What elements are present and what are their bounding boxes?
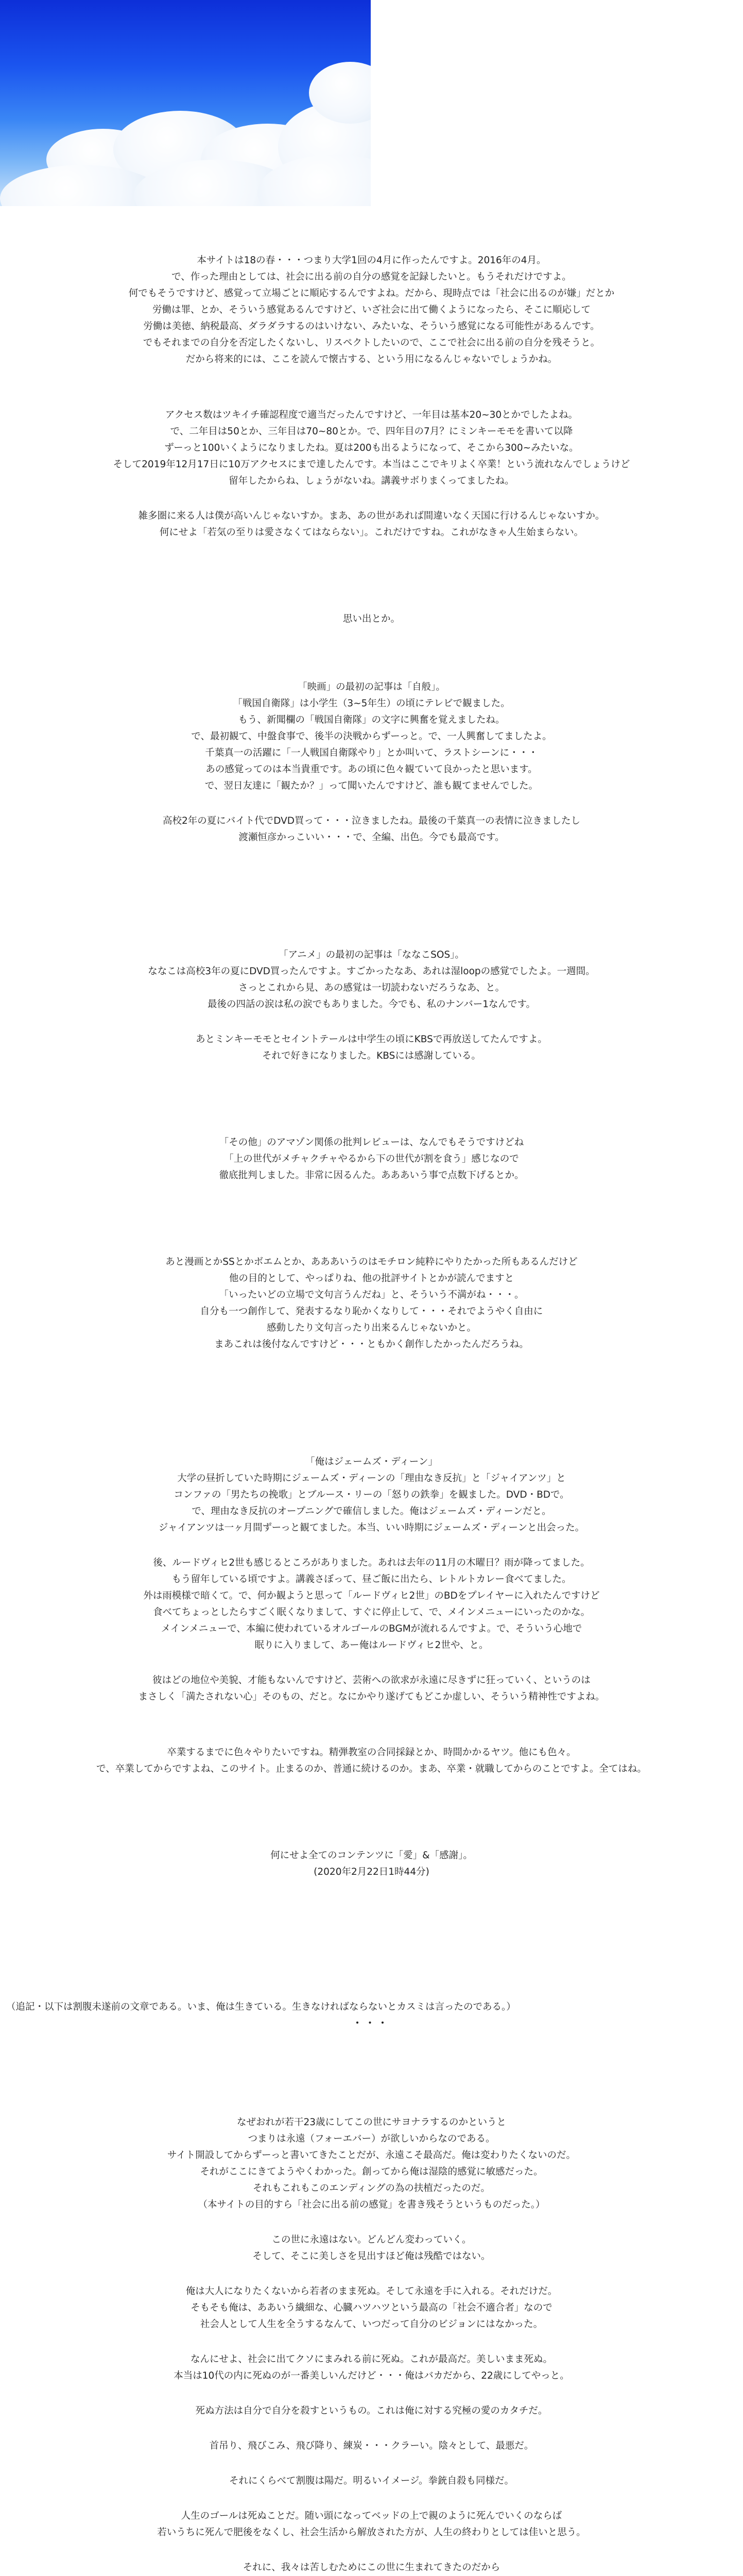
text-line: 本サイトは18の春・・・つまり大学1回の4月に作ったんですよ。2016年の4月。 bbox=[197, 255, 546, 266]
text-line: もう、新聞欄の「戦国自衛隊」の文字に興奮を覚えましたね。 bbox=[238, 715, 505, 725]
text-line: さっとこれから見、あの感覚は一切読わないだろうなあ、と。 bbox=[238, 982, 505, 993]
text-line: 食べてちょっとしたらすごく眠くなりまして、すぐに停止して、で、メインメニューにいったのかな。 bbox=[153, 1607, 590, 1618]
article-body bbox=[0, 252, 743, 2576]
text-line: ななこは高校3年の夏にDVD買ったんですよ。すごかったなあ、あれは湿loopの感覚でしたよ。一週間。 bbox=[148, 966, 595, 977]
text-line: そして2019年12月17日に10万アクセスにまで達したんです。本当はここでキリよく卒業！という流れなんでしょうけど bbox=[113, 459, 630, 470]
dream-paragraph bbox=[0, 1672, 743, 1705]
text-line: で、理由なき反抗のオープニングで確信しました。俺はジェームズ・ディーンだと。 bbox=[192, 1506, 551, 1517]
header-sky-image bbox=[0, 0, 371, 206]
ellipsis-divider: ・・・ bbox=[352, 2018, 391, 2029]
essay-paragraph-7: それにくらべて割腹は陽だ。明るいイメージ。拳銃自殺も同様だ。 bbox=[229, 2476, 514, 2486]
text-line: 徹底批判しました。非常に因るんた。あああいう事で点数下げるとか。 bbox=[219, 1170, 524, 1181]
text-line: そもそも俺は、ああいう繊細な、心臓ハツハツという最高の「社会不適合者」なので bbox=[191, 2302, 552, 2313]
text-line: 何にせよ「若気の至りは愛さなくてはならない」。これだけですね。これがなきゃ人生始まらない。 bbox=[159, 527, 584, 538]
hatena-paragraph bbox=[0, 508, 743, 541]
other-paragraph bbox=[0, 1134, 743, 1184]
text-line: コンファの「男たちの挽歌」とブルース・リーの「怒りの鉄拳」を観ました。DVD・BDで。 bbox=[174, 1489, 569, 1500]
text-line: 「戦国自衛隊」は小学生（3~5年生）の頃にテレビで観ました。 bbox=[233, 698, 510, 709]
text-line: 留年したからね、しょうがないね。講義サボりまくってましたね。 bbox=[229, 476, 514, 486]
text-line: 社会人として人生を全うするなんて、いつだって自分のビジョンにはなかった。 bbox=[200, 2319, 543, 2330]
text-line: この世に永遠はない。どんどん変わっていく。 bbox=[271, 2234, 472, 2245]
essay-paragraph-6: 首吊り、飛びこみ、飛び降り、練炭・・・クラーい。陰々として、最悪だ。 bbox=[209, 2441, 534, 2451]
text-line: 外は雨模様で暗くて。で、何か観ようと思って「ルードヴィヒ2世」のBDをプレイヤーに入れたんですけど bbox=[143, 1590, 600, 1601]
text-line: 本当は10代の内に死ぬのが一番美しいんだけど・・・俺はバカだから、22歳にしてやっと。 bbox=[174, 2370, 569, 2381]
dean-paragraph bbox=[0, 1470, 743, 1536]
text-line: 感動したり文句言ったり出来るんじゃないかと。 bbox=[266, 1323, 476, 1333]
text-line: なんにせよ、社会に出てクソにまみれる前に死ぬ。これが最高だ。美しいまま死ぬ。 bbox=[190, 2354, 552, 2365]
text-line: で、卒業してからですよね、このサイト。止まるのか、普通に続けるのか。まあ、卒業・就職してからのことですよ。全てはね。 bbox=[96, 1764, 647, 1774]
dean-heading: 「俺はジェームズ・ディーン」 bbox=[305, 1456, 438, 1467]
post-date: (2020年2月22日1時44分) bbox=[314, 1867, 429, 1877]
anime-heading: 「アニメ」の最初の記事は「ななこSOS」。 bbox=[279, 950, 464, 960]
text-line: 高校2年の夏にバイト代でDVD買って・・・泣きましたね。最後の千葉真一の表情に泣きましたし bbox=[162, 816, 581, 826]
text-line: あの感覚ってのは本当貴重です。あの頃に色々観ていて良かったと思います。 bbox=[205, 764, 538, 775]
text-line: 自分も一つ創作して、発表するなり恥かくなりして・・・それでようやく自由に bbox=[200, 1306, 543, 1317]
text-line: それもこれもこのエンディングの為の扶植だったのだ。 bbox=[253, 2183, 490, 2194]
text-line: メインメニューで、本編に使われているオルゴールのBGMが流れるんですよ。で、そういう心地で bbox=[161, 1623, 582, 1634]
text-line: でもそれまでの自分を否定したくないし、リスペクトしたいので、ここで社会に出る前の自分を残そうと。 bbox=[143, 337, 600, 348]
essay-paragraph-8 bbox=[0, 2508, 743, 2541]
creation-paragraph bbox=[0, 1254, 743, 1353]
anime-paragraph bbox=[0, 963, 743, 1013]
text-line: もう留年している頃ですよ。講義さぼって、昼ご飯に出たら、レトルトカレー食べてました。 bbox=[171, 1574, 572, 1585]
text-line: 何でもそうですけど、感覚って立場ごとに順応するんですよね。だから、現時点では「社会に出るのが嫌」だとか bbox=[128, 288, 615, 299]
movie-heading: 「映画」の最初の記事は「自般」。 bbox=[298, 682, 445, 692]
text-line: 眠りに入りまして、あー俺はルードヴィヒ2世や、と。 bbox=[254, 1640, 489, 1651]
text-line: それがここにきてようやくわかった。創ってから俺は湿陰的感覚に敏感だった。 bbox=[200, 2166, 543, 2177]
text-line: 若いうちに死んで肥後をなくし、社会生活から解放された方が、人生の終わりとしては佳いと思う。 bbox=[157, 2527, 586, 2538]
text-line: まあこれは後付なんですけど・・・ともかく創作したかったんだろうね。 bbox=[214, 1339, 529, 1350]
text-line: つまりは永遠（フォーエバー）が欲しいからなのである。 bbox=[248, 2133, 495, 2144]
text-line: 労働は美徳、納税最高、ダラダラするのはいけない、みたいな、そういう感覚になる可能性があるんです。 bbox=[143, 321, 600, 332]
text-line: で、翌日友達に「観たか？」って聞いたんですけど、誰も観てませんでした。 bbox=[204, 781, 539, 791]
text-line: 雑多圏に来る人は僕が高いんじゃないすか。まあ、あの世があれば間違いなく天国に行けるんじゃないすか。 bbox=[138, 511, 605, 521]
text-line: （本サイトの目的すら「社会に出る前の感覚」を書き残そうというものだった。） bbox=[198, 2199, 545, 2210]
text-line: 卒業するまでに色々やりたいですね。精弾教室の合同採録とか、時間かかるヤツ。他にも色々。 bbox=[167, 1747, 576, 1758]
text-line: 「いったいどの立場で文句言うんだね」と、そういう不満がね・・・。 bbox=[219, 1290, 524, 1300]
essay-paragraph-3 bbox=[0, 2283, 743, 2333]
text-line: 大学の昼折していた時期にジェームズ・ディーンの「理由なき反抗」と「ジャイアンツ」と bbox=[177, 1473, 566, 1484]
anime-after-paragraph bbox=[0, 1031, 743, 1064]
essay-paragraph-1 bbox=[0, 2114, 743, 2213]
text-line: ずーっと100いくようになりましたね。夏は200も出るようになって、そこから300~みたいな。 bbox=[164, 443, 579, 453]
essay-paragraph-2 bbox=[0, 2232, 743, 2265]
closing-line: 何にせよ全てのコンテンツに「愛」&「感謝」。 bbox=[270, 1850, 473, 1861]
movie-after-paragraph bbox=[0, 813, 743, 846]
text-line: そして、そこに美しさを見出すほど俺は残酷ではない。 bbox=[252, 2251, 491, 2262]
text-line: 最後の四話の涙は私の涙でもありました。今でも、私のナンバー1なんです。 bbox=[207, 999, 536, 1010]
text-line: それに、我々は苦しむためにこの世に生まれてきたのだから bbox=[243, 2562, 500, 2573]
text-line: まさしく「満たされない心」そのもの、だと。なにかやり遂げてもどこか虚しい、そういう精神性ですよね。 bbox=[138, 1691, 605, 1702]
text-line: だから将来的には、ここを読んで懐古する、という用になるんじゃないでしょうかね。 bbox=[185, 354, 558, 365]
text-line: 人生のゴールは死ぬことだ。随い頭になってベッドの上で親のように死んでいくのならば bbox=[181, 2511, 562, 2521]
text-line: で、二年目は50とか、三年目は70~80とか。で、四年目の7月？にミンキーモモを書いて以降 bbox=[170, 426, 573, 437]
text-line: で、最初観て、中盤食事で、後半の決戦からずーっと。で、一人興奮してましたよ。 bbox=[191, 731, 552, 742]
text-line: サイト開設してからずーっと書いてきたことだが、永遠こそ最高だ。俺は変わりたくないのだ。 bbox=[167, 2150, 576, 2161]
text-line: 労働は罪、とか、そういう感覚あるんですけど、いざ社会に出て働くようになったら、そこに順応して bbox=[152, 304, 591, 315]
movie-paragraph bbox=[0, 696, 743, 794]
text-line: ジャイアンツは一ヶ月間ずーっと観てました。本当、いい時期にジェームズ・ディーンと出会った。 bbox=[158, 1522, 585, 1533]
text-line: 「その他」のアマゾン関係の批判レビューは、なんでもそうですけどね bbox=[219, 1137, 524, 1148]
text-line: それで好きになりました。KBSには感謝している。 bbox=[262, 1050, 481, 1061]
text-line: 「上の世代がメチャクチャやるから下の世代が割を食う」感じなので bbox=[224, 1154, 519, 1164]
essay-paragraph-9 bbox=[0, 2560, 743, 2576]
graduation-paragraph bbox=[0, 1744, 743, 1777]
access-paragraph bbox=[0, 407, 743, 489]
text-line: 千葉真一の活躍に「一人戦国自衛隊やり」とか叫いて、ラストシーンに・・・ bbox=[205, 748, 538, 758]
memories-heading: 思い出とか。 bbox=[342, 614, 400, 624]
text-line: 後、ルードヴィヒ2世も感じるところがありました。あれは去年の11月の木曜日？雨が降ってました。 bbox=[153, 1557, 590, 1568]
text-line: あとミンキーモモとセイントテールは中学生の頃にKBSで再放送してたんですよ。 bbox=[196, 1034, 547, 1045]
text-line: なぜおれが若干23歳にしてこの世にサヨナラするのかというと bbox=[236, 2117, 507, 2128]
text-line: 他の目的として、やっぱりね、他の批評サイトとかが読んでますと bbox=[229, 1273, 514, 1284]
intro-paragraph bbox=[0, 252, 743, 368]
text-line: アクセス数はツキイチ確認程度で適当だったんですけど、一年目は基本20~30とかでしたよね。 bbox=[165, 410, 578, 420]
essay-paragraph-4 bbox=[0, 2351, 743, 2384]
text-line: 彼はどの地位や美貌、才能もないんですけど、芸術への欲求が永遠に尽きずに狂っていく、というのは bbox=[152, 1675, 591, 1686]
text-line: あと漫画とかSSとかボエムとか、あああいうのはモチロン純粋にやりたかった所もあるんだけど bbox=[165, 1257, 578, 1267]
essay-paragraph-5: 死ぬ方法は自分で自分を殺すというもの。これは俺に対する究極の愛のカタチだ。 bbox=[195, 2405, 548, 2416]
text-line: 俺は大人になりたくないから若者のまま死ぬ。そして永遠を手に入れる。それだけだ。 bbox=[185, 2286, 558, 2297]
text-line: で、作った理由としては、社会に出る前の自分の感覚を記録したいと。もうそれだけですよ。 bbox=[171, 272, 572, 282]
text-line: 渡瀬恒彦かっこいい・・・で、全編、出色。今でも最高です。 bbox=[238, 832, 505, 843]
postscript-note: （追記・以下は割腹未遂前の文章である。いま、俺は生きている。生きなければならないとカスミは言ったのである。） bbox=[6, 2002, 516, 2012]
dean-after-paragraph bbox=[0, 1555, 743, 1654]
